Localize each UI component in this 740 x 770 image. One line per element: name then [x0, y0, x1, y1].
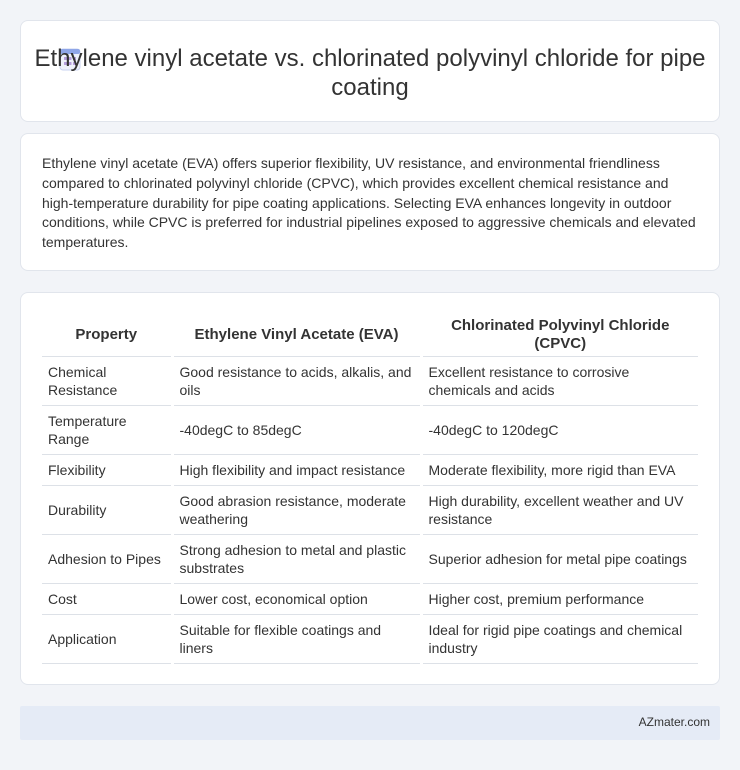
eva-cell: Suitable for flexible coatings and liners	[172, 614, 421, 663]
property-cell: Chemical Resistance	[42, 356, 172, 405]
cpvc-cell: Moderate flexibility, more rigid than EVA	[421, 454, 698, 485]
eva-cell: High flexibility and impact resistance	[172, 454, 421, 485]
eva-cell: Good abrasion resistance, moderate weathering	[172, 485, 421, 534]
table-row	[42, 614, 698, 663]
cpvc-cell: High durability, excellent weather and UV resistance	[421, 485, 698, 534]
header-cpvc: Chlorinated Polyvinyl Chloride (CPVC)	[421, 314, 698, 356]
table-header-row	[42, 314, 698, 356]
property-cell: Application	[42, 614, 172, 663]
property-cell: Durability	[42, 485, 172, 534]
table-row	[42, 534, 698, 583]
table-row	[42, 405, 698, 454]
property-cell: Flexibility	[42, 454, 172, 485]
cpvc-cell: Superior adhesion for metal pipe coatings	[421, 534, 698, 583]
property-cell: Temperature Range	[42, 405, 172, 454]
page-title: Ethylene vinyl acetate vs. chlorinated polyvinyl chloride for pipe coating	[34, 45, 706, 101]
cpvc-cell: -40degC to 120degC	[421, 405, 698, 454]
property-cell: Cost	[42, 583, 172, 614]
header-eva: Ethylene Vinyl Acetate (EVA)	[172, 314, 421, 356]
property-cell: Adhesion to Pipes	[42, 534, 172, 583]
table-row	[42, 356, 698, 405]
title-card	[20, 20, 720, 122]
footer-brand: AZmater.com	[638, 715, 710, 729]
cpvc-cell: Higher cost, premium performance	[421, 583, 698, 614]
eva-cell: -40degC to 85degC	[172, 405, 421, 454]
eva-cell: Good resistance to acids, alkalis, and oils	[172, 356, 421, 405]
header-property: Property	[42, 314, 172, 356]
summary-text: Ethylene vinyl acetate (EVA) offers superior flexibility, UV resistance, and environmental friendliness compared to chlorinated polyvinyl chloride (CPVC), which provides excellent chemical resistance and high-temperature durability for pipe coating applications. Selecting EVA enhances longevity in outdoor conditions, while CPVC is preferred for industrial pipelines exposed to aggressive chemicals and elevated temperatures.	[42, 155, 696, 251]
footer-bar	[20, 706, 720, 740]
eva-cell: Lower cost, economical option	[172, 583, 421, 614]
table-row	[42, 583, 698, 614]
comparison-card	[20, 292, 720, 685]
cpvc-cell: Ideal for rigid pipe coatings and chemical industry	[421, 614, 698, 663]
table-row	[42, 485, 698, 534]
summary-card	[20, 133, 720, 271]
table-row	[42, 454, 698, 485]
eva-cell: Strong adhesion to metal and plastic substrates	[172, 534, 421, 583]
cpvc-cell: Excellent resistance to corrosive chemicals and acids	[421, 356, 698, 405]
comparison-table	[42, 314, 698, 664]
